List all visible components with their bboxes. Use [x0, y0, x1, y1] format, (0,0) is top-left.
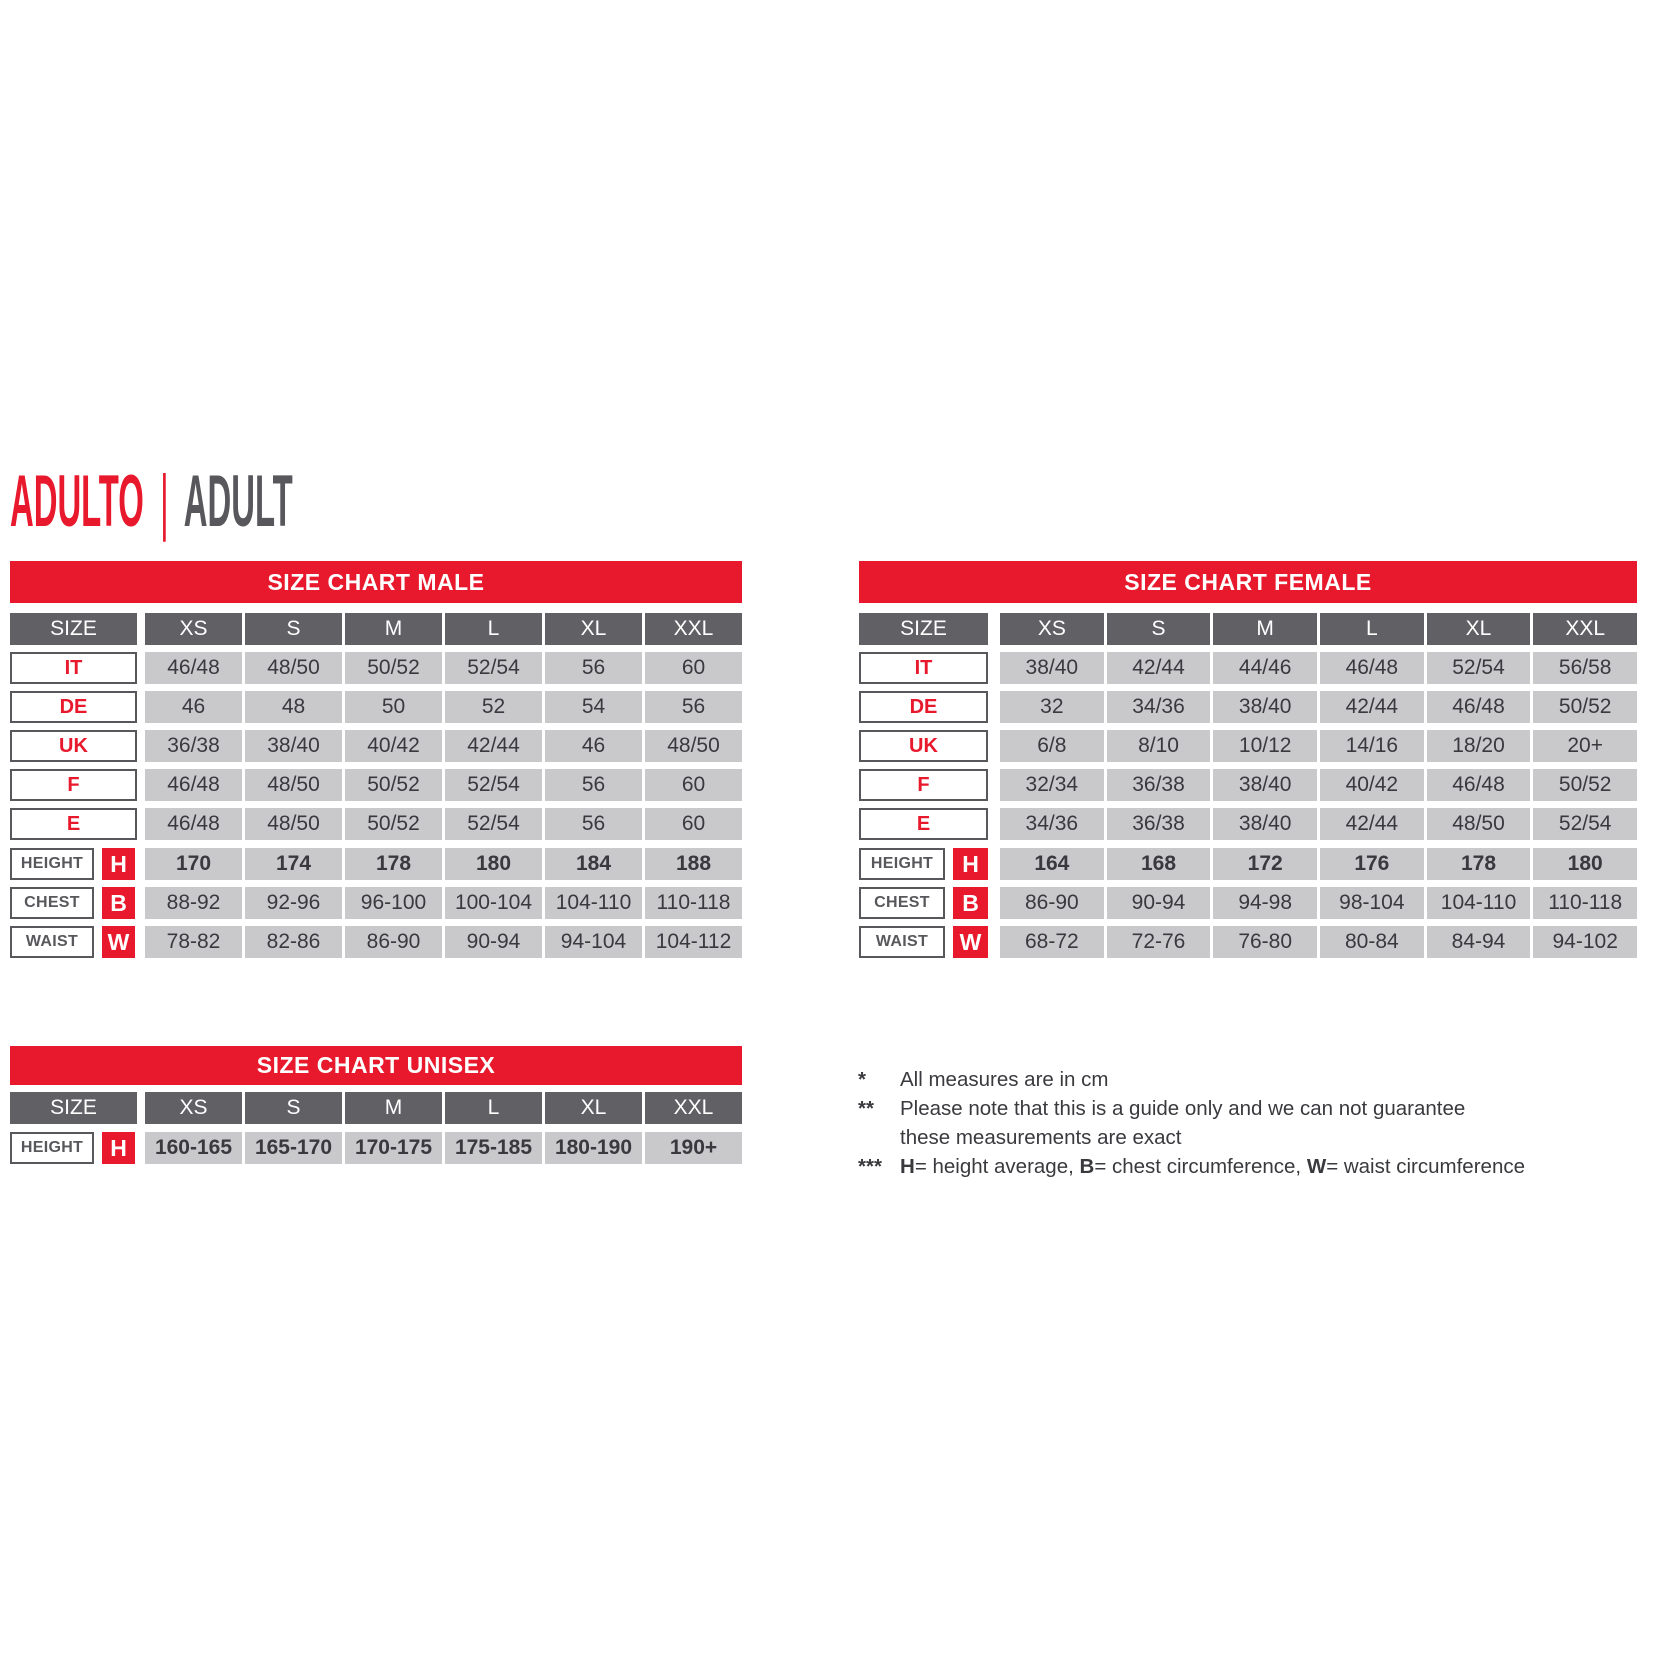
- row-cells: [145, 1132, 742, 1164]
- size-value-cell: 46/48: [1320, 652, 1424, 684]
- column-header-cell: M: [345, 613, 442, 645]
- measure-value-cell: 80-84: [1320, 926, 1424, 958]
- table-row-e: [10, 808, 742, 840]
- size-value-cell: 46: [145, 691, 242, 723]
- measure-label: CHEST: [859, 887, 945, 919]
- measure-value-cell: 96-100: [345, 887, 442, 919]
- table-row-f: [859, 769, 1637, 801]
- measure-value-cell: 175-185: [445, 1132, 542, 1164]
- size-value-cell: 56: [645, 691, 742, 723]
- table-row-de: [859, 691, 1637, 723]
- size-value-cell: 38/40: [1213, 691, 1317, 723]
- table-row-chest: [859, 887, 1637, 919]
- region-label: DE: [859, 691, 988, 723]
- column-header-cell: XS: [145, 1092, 242, 1124]
- measure-value-cell: 94-98: [1213, 887, 1317, 919]
- size-value-cell: 36/38: [1107, 769, 1211, 801]
- size-value-cell: 46/48: [145, 652, 242, 684]
- size-value-cell: 60: [645, 652, 742, 684]
- row-cells: [1000, 926, 1637, 958]
- size-value-cell: 48/50: [245, 769, 342, 801]
- column-header-cell: XXL: [645, 613, 742, 645]
- measure-value-cell: 86-90: [345, 926, 442, 958]
- measure-value-cell: 172: [1213, 848, 1317, 880]
- column-header-cell: XL: [545, 613, 642, 645]
- table-title-male: SIZE CHART MALE: [10, 561, 742, 603]
- region-label: DE: [10, 691, 137, 723]
- measure-value-cell: 174: [245, 848, 342, 880]
- footnote-text: [900, 1065, 1650, 1094]
- size-value-cell: 44/46: [1213, 652, 1317, 684]
- measure-value-cell: 92-96: [245, 887, 342, 919]
- size-value-cell: 52: [445, 691, 542, 723]
- size-value-cell: 50/52: [345, 769, 442, 801]
- page-title-secondary: ADULT: [183, 461, 293, 542]
- measure-label: WAIST: [10, 926, 94, 958]
- row-cells: [145, 691, 742, 723]
- size-chart-female: [859, 561, 1637, 965]
- size-value-cell: 42/44: [1107, 652, 1211, 684]
- measure-label: CHEST: [10, 887, 94, 919]
- size-value-cell: 36/38: [1107, 808, 1211, 840]
- size-value-cell: 50/52: [1533, 769, 1637, 801]
- column-header-cell: S: [245, 613, 342, 645]
- size-value-cell: 48/50: [645, 730, 742, 762]
- measure-value-cell: 82-86: [245, 926, 342, 958]
- footnote-segment: = height average,: [914, 1155, 1080, 1178]
- page-title: [10, 461, 293, 542]
- measure-value-cell: 76-80: [1213, 926, 1317, 958]
- column-headers: [145, 613, 742, 645]
- row-cells: [145, 926, 742, 958]
- measure-value-cell: 180: [445, 848, 542, 880]
- measure-value-cell: 184: [545, 848, 642, 880]
- column-header-cell: M: [345, 1092, 442, 1124]
- size-value-cell: 50/52: [345, 808, 442, 840]
- column-header-cell: XS: [1000, 613, 1104, 645]
- measure-letter-badge: H: [953, 848, 988, 880]
- size-value-cell: 46/48: [1427, 691, 1531, 723]
- measure-label: WAIST: [859, 926, 945, 958]
- size-value-cell: 56/58: [1533, 652, 1637, 684]
- footnote-segment: All measures are in cm: [900, 1068, 1109, 1091]
- footnote-abbreviations: [858, 1152, 1650, 1181]
- row-cells: [1000, 808, 1637, 840]
- footnote-segment: = waist circumference: [1326, 1155, 1525, 1178]
- size-value-cell: 42/44: [1320, 691, 1424, 723]
- row-cells: [145, 652, 742, 684]
- table-row-height: [10, 848, 742, 880]
- size-header-cell: SIZE: [10, 1092, 137, 1124]
- measure-value-cell: 100-104: [445, 887, 542, 919]
- footnote-measures: [858, 1065, 1650, 1094]
- size-value-cell: 38/40: [1213, 769, 1317, 801]
- page-title-primary: ADULTO: [10, 461, 144, 542]
- measure-label: HEIGHT: [10, 848, 94, 880]
- size-value-cell: 52/54: [445, 769, 542, 801]
- column-header-cell: M: [1213, 613, 1317, 645]
- footnote-marker: *: [858, 1068, 866, 1091]
- measure-value-cell: 104-112: [645, 926, 742, 958]
- row-cells: [145, 730, 742, 762]
- column-headers: [1000, 613, 1637, 645]
- size-chart-male: [10, 561, 742, 965]
- footnote-text: [900, 1152, 1650, 1181]
- measure-value-cell: 84-94: [1427, 926, 1531, 958]
- table-row-e: [859, 808, 1637, 840]
- footnote-text: [900, 1094, 1508, 1152]
- size-value-cell: 18/20: [1427, 730, 1531, 762]
- size-header-cell: SIZE: [10, 613, 137, 645]
- measure-label: HEIGHT: [859, 848, 945, 880]
- size-value-cell: 48/50: [245, 652, 342, 684]
- row-cells: [1000, 652, 1637, 684]
- column-header-cell: XXL: [645, 1092, 742, 1124]
- header-row: [859, 613, 1637, 645]
- measure-value-cell: 165-170: [245, 1132, 342, 1164]
- size-value-cell: 56: [545, 652, 642, 684]
- measure-value-cell: 190+: [645, 1132, 742, 1164]
- measure-value-cell: 170: [145, 848, 242, 880]
- measure-value-cell: 90-94: [1107, 887, 1211, 919]
- table-row-it: [859, 652, 1637, 684]
- footnote-segment: H: [900, 1155, 915, 1178]
- column-header-cell: L: [445, 613, 542, 645]
- measure-letter-badge: H: [102, 848, 135, 880]
- column-header-cell: XL: [1427, 613, 1531, 645]
- size-value-cell: 34/36: [1107, 691, 1211, 723]
- size-value-cell: 14/16: [1320, 730, 1424, 762]
- size-value-cell: 46/48: [1427, 769, 1531, 801]
- row-cells: [145, 848, 742, 880]
- size-header-cell: SIZE: [859, 613, 988, 645]
- column-header-cell: XXL: [1533, 613, 1637, 645]
- table-row-de: [10, 691, 742, 723]
- table-row-height: [10, 1132, 742, 1164]
- size-value-cell: 46/48: [145, 808, 242, 840]
- size-value-cell: 56: [545, 808, 642, 840]
- footnote-marker: ***: [858, 1155, 882, 1178]
- size-value-cell: 56: [545, 769, 642, 801]
- size-value-cell: 40/42: [345, 730, 442, 762]
- footnote-segment: Please note that this is a guide only and we can not guarantee these measurements are exact: [900, 1097, 1466, 1149]
- measure-value-cell: 86-90: [1000, 887, 1104, 919]
- size-value-cell: 42/44: [445, 730, 542, 762]
- size-value-cell: 38/40: [1213, 808, 1317, 840]
- measure-value-cell: 98-104: [1320, 887, 1424, 919]
- measure-letter-badge: W: [953, 926, 988, 958]
- size-value-cell: 52/54: [445, 652, 542, 684]
- footnote-segment: = chest circumference,: [1094, 1155, 1307, 1178]
- measure-value-cell: 78-82: [145, 926, 242, 958]
- measure-value-cell: 176: [1320, 848, 1424, 880]
- footnote-guide-only: [858, 1094, 1650, 1152]
- footnote-marker: **: [858, 1097, 874, 1120]
- measure-value-cell: 160-165: [145, 1132, 242, 1164]
- table-row-height: [859, 848, 1637, 880]
- region-label: E: [859, 808, 988, 840]
- table-row-uk: [10, 730, 742, 762]
- measure-value-cell: 104-110: [545, 887, 642, 919]
- size-value-cell: 48/50: [245, 808, 342, 840]
- size-value-cell: 48: [245, 691, 342, 723]
- size-value-cell: 42/44: [1320, 808, 1424, 840]
- size-value-cell: 6/8: [1000, 730, 1104, 762]
- size-value-cell: 32/34: [1000, 769, 1104, 801]
- measure-value-cell: 164: [1000, 848, 1104, 880]
- row-cells: [1000, 691, 1637, 723]
- size-value-cell: 52/54: [1427, 652, 1531, 684]
- measure-value-cell: 168: [1107, 848, 1211, 880]
- size-value-cell: 50: [345, 691, 442, 723]
- size-value-cell: 32: [1000, 691, 1104, 723]
- measure-value-cell: 88-92: [145, 887, 242, 919]
- measure-letter-badge: B: [102, 887, 135, 919]
- measure-letter-badge: H: [102, 1132, 135, 1164]
- column-header-cell: S: [245, 1092, 342, 1124]
- measure-value-cell: 170-175: [345, 1132, 442, 1164]
- measure-value-cell: 90-94: [445, 926, 542, 958]
- column-header-cell: L: [445, 1092, 542, 1124]
- size-value-cell: 40/42: [1320, 769, 1424, 801]
- size-value-cell: 10/12: [1213, 730, 1317, 762]
- region-label: UK: [859, 730, 988, 762]
- footnotes: [858, 1065, 1650, 1181]
- row-cells: [1000, 769, 1637, 801]
- row-cells: [145, 887, 742, 919]
- measure-label: HEIGHT: [10, 1132, 94, 1164]
- size-value-cell: 46/48: [145, 769, 242, 801]
- table-row-f: [10, 769, 742, 801]
- header-row: [10, 613, 742, 645]
- size-value-cell: 20+: [1533, 730, 1637, 762]
- row-cells: [1000, 887, 1637, 919]
- size-value-cell: 38/40: [1000, 652, 1104, 684]
- table-row-uk: [859, 730, 1637, 762]
- row-cells: [145, 769, 742, 801]
- measure-value-cell: 180-190: [545, 1132, 642, 1164]
- measure-value-cell: 180: [1533, 848, 1637, 880]
- region-label: UK: [10, 730, 137, 762]
- measure-letter-badge: W: [102, 926, 135, 958]
- measure-value-cell: 178: [1427, 848, 1531, 880]
- table-title-unisex: SIZE CHART UNISEX: [10, 1046, 742, 1085]
- size-value-cell: 8/10: [1107, 730, 1211, 762]
- header-row: [10, 1092, 742, 1124]
- row-cells: [1000, 730, 1637, 762]
- region-label: F: [859, 769, 988, 801]
- region-label: E: [10, 808, 137, 840]
- size-value-cell: 48/50: [1427, 808, 1531, 840]
- column-headers: [145, 1092, 742, 1124]
- column-header-cell: XL: [545, 1092, 642, 1124]
- measure-value-cell: 178: [345, 848, 442, 880]
- column-header-cell: L: [1320, 613, 1424, 645]
- row-cells: [1000, 848, 1637, 880]
- size-value-cell: 36/38: [145, 730, 242, 762]
- region-label: F: [10, 769, 137, 801]
- measure-value-cell: 94-104: [545, 926, 642, 958]
- size-value-cell: 52/54: [1533, 808, 1637, 840]
- measure-value-cell: 94-102: [1533, 926, 1637, 958]
- size-chart-unisex: [10, 1046, 742, 1171]
- size-value-cell: 34/36: [1000, 808, 1104, 840]
- region-label: IT: [10, 652, 137, 684]
- measure-value-cell: 188: [645, 848, 742, 880]
- measure-value-cell: 110-118: [1533, 887, 1637, 919]
- table-row-it: [10, 652, 742, 684]
- size-value-cell: 52/54: [445, 808, 542, 840]
- size-value-cell: 46: [545, 730, 642, 762]
- table-title-female: SIZE CHART FEMALE: [859, 561, 1637, 603]
- table-row-waist: [859, 926, 1637, 958]
- table-row-chest: [10, 887, 742, 919]
- page-title-separator: |: [160, 461, 169, 542]
- size-value-cell: 38/40: [245, 730, 342, 762]
- size-value-cell: 60: [645, 808, 742, 840]
- size-value-cell: 50/52: [345, 652, 442, 684]
- measure-value-cell: 110-118: [645, 887, 742, 919]
- measure-value-cell: 104-110: [1427, 887, 1531, 919]
- column-header-cell: XS: [145, 613, 242, 645]
- measure-letter-badge: B: [953, 887, 988, 919]
- size-value-cell: 60: [645, 769, 742, 801]
- footnote-segment: B: [1079, 1155, 1095, 1178]
- row-cells: [145, 808, 742, 840]
- size-value-cell: 54: [545, 691, 642, 723]
- size-value-cell: 50/52: [1533, 691, 1637, 723]
- measure-value-cell: 68-72: [1000, 926, 1104, 958]
- measure-value-cell: 72-76: [1107, 926, 1211, 958]
- column-header-cell: S: [1107, 613, 1211, 645]
- table-row-waist: [10, 926, 742, 958]
- footnote-segment: W: [1306, 1155, 1327, 1178]
- region-label: IT: [859, 652, 988, 684]
